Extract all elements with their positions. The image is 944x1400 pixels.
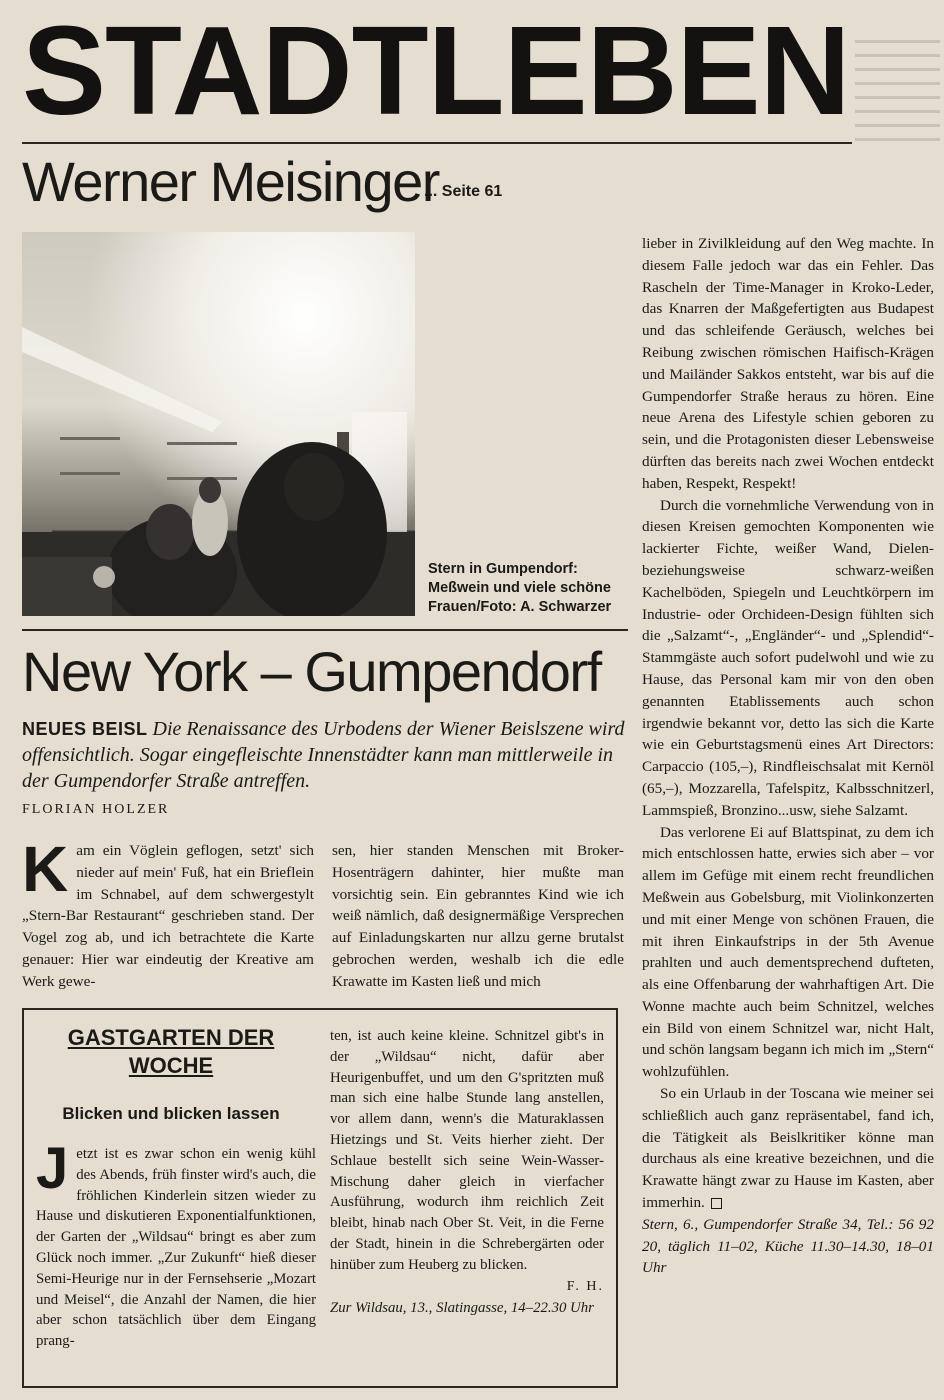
section-rule xyxy=(22,629,628,631)
masthead-rule xyxy=(22,142,852,144)
paragraph: Das verlorene Ei auf Blattspinat, zu dem ich mich entschlossen hatte, erwies sich aber – vor allem im Gefüge mit einem recht freundlichen Meßwein aus Gobelsburg, mit Violinkonzerten und mit einer Menge von schönen Frauen, die mit ihren Einkaufstrips in der 5th Avenue prahlten und auch dementsprechend dufteten, als eine Offenbarung der wahrhaftigen Art. Die Wonne machte auch beim Schnitzel, welches ein Bild von einem Schnitzel war, nicht Halt, und schön langsam begann ich mich im „Stern“ wohlzufühlen. xyxy=(642,823,934,1081)
sidebar-address: Zur Wildsau, 13., Slatingasse, 14–22.30 Uhr xyxy=(330,1299,594,1316)
paragraph: Durch die vornehmliche Verwendung von in diesen Kreisen gemochten Komponenten wie lackierter Fichte, weißer Wand, Dielen- beziehungsweise schwarz-weißen Kachelböden, Spiegeln und Leuchtkörpern im Industrie- oder Orchideen-Design fühlten sich die „Salzamt“-, „Engländer“- und „Splendid“-Stammgäste auch sofort pudelwohl und wie zu Hause, das Personal kam mir von den oben genannten Etablissements auch schon irgendwie bekannt vor, detto las sich die Karte wie ein Geburtstagsmenü eines Art Directors: Carpaccio (105,–), Rindfleischsalat mit Kernöl (65,–), Mozzarella, Tafelspitz, Kalbsschnitzerl, Lammspieß, Bronzino...usw, siehe Salzamt. xyxy=(642,496,934,819)
masthead: STADTLEBEN xyxy=(22,2,850,140)
end-mark-icon xyxy=(711,1198,722,1209)
paragraph xyxy=(642,1083,934,1214)
rubric-label: NEUES BEISL xyxy=(22,719,148,739)
column-text: sen, hier standen Menschen mit Broker-Hosenträgern dahinter, hier mußte man vorsichtig sein. Ein gebranntes Kind wie ich weiß nämlich, daß designermäßige Versprechen auf Einladungskarten nur allzu gerne brutalst gebrochen werden, weshalb ich die edle Krawatte im Kasten ließ und mich xyxy=(332,842,624,990)
drop-cap: K xyxy=(22,833,69,905)
restaurant-address: Stern, 6., Gumpendorfer Straße 34, Tel.: 56 92 20, täglich 11–02, Küche 11.30–14.30, 18–01 Uhr xyxy=(642,1215,934,1277)
deck-text: Die Renaissance des Urbodens der Wiener Beislszene wird offensichtlich. Sogar eingefleischte Innenstädter kann man mittlerweile in der Gumpendorfer Straße antreffen. xyxy=(22,718,625,792)
photo-illustration xyxy=(22,232,415,616)
article-column-3 xyxy=(642,233,934,1279)
article-headline: New York – Gumpendorf xyxy=(22,640,601,703)
article-column-1 xyxy=(22,833,314,993)
article-column-2 xyxy=(332,840,624,993)
bleed-through-text xyxy=(855,40,940,150)
paragraph-text: So ein Urlaub in der Toscana wie meiner sei schließlich auch ganz repräsentabel, fand ich, die Tätigkeit als Beislkritiker könne man durchaus als eine kreative bezeichnen, und die Krawatte hängt zwar zu Hause im Kasten, aber immerhin. xyxy=(642,1085,934,1212)
restaurant-photo xyxy=(22,232,415,616)
column-text: etzt ist es zwar schon ein wenig kühl des Abends, früh finster wird's auch, die fröhlichen Kinderlein sitzen wieder zu Hause und diskutieren Exponentialfunktionen, der Garten der „Wildsau“ bringt es aber zum Glück noch immer. „Zur Zukunft“ hieß dieser Semi-Heurige nur in der Fernsehserie „Mozart und Meisel“, die Anzahl der Namen, die hier aber schon tatsächlich über dem Eingang prang- xyxy=(36,1146,316,1350)
byline: FLORIAN HOLZER xyxy=(22,802,170,817)
sidebar-subtitle: Blicken und blicken lassen xyxy=(62,1104,280,1123)
kicker-name: Werner Meisinger xyxy=(22,150,439,213)
kicker-page-ref: ... Seite 61 xyxy=(424,183,503,200)
sidebar-column-2 xyxy=(330,1026,604,1318)
sidebar-title: GASTGARTEN DER WOCHE xyxy=(67,1025,275,1078)
paragraph: lieber in Zivilkleidung auf den Weg machte. In diesem Falle jedoch war das ein Fehler. Das Rascheln der Time-Manager in Kroko-Leder, das Knarren der Maßgefertigten aus Budapest und das schleifende Geräusch, welches bei Reibung zwischen römischen Haifisch-Krägen und Mailänder Sakkos entsteht, war bis auf die Gumpendorfer Straße heraus zu hören. Eine neue Arena des Lifestyle schien geboren zu sein, und die Protagonisten dieser Lebensweise dürften das bereits nach zwei Wochen entdeckt haben, Respekt, Respekt! xyxy=(642,235,934,492)
drop-cap: J xyxy=(36,1136,69,1201)
photo-caption: Stern in Gumpendorf: Meßwein und viele schöne Frauen/Foto: A. Schwarzer xyxy=(428,561,612,615)
column-text: am ein Vöglein geflogen, setzt' sich nieder auf mein' Fuß, hat ein Brieflein im Schnabel, auf dem schwergestylt „Stern-Bar Restaurant“ geschrieben stand. Der Vogel zog ab, und ich betrachtete die Karte genauer: Hier war eindeutig der Kreative am Werk gewe- xyxy=(22,842,314,990)
sidebar-column-1 xyxy=(36,1136,316,1352)
sidebar-signoff: F. H. xyxy=(566,1278,604,1294)
column-text: ten, ist auch keine kleine. Schnitzel gibt's in der „Wildsau“ nicht, dafür aber Heurigenbuffet, und um den G'spritzten muß man sich eine halbe Stunde lang anstellen, vor allem dann, wenn's die Maturaklassen Hietzings und St. Veits hierher zieht. Der Schlaue bestellt sich seine Wein-Wasser-Mischung daher gleich in vierfacher Ausführung, wodurch ihm reichlich Zeit bleibt, hinab nach Ober St. Veit, in die Ferne der Stadt, hinein in die Schrebergärten oder hinüber zum Heuberg zu blicken. xyxy=(330,1028,604,1273)
article-deck xyxy=(22,716,628,794)
